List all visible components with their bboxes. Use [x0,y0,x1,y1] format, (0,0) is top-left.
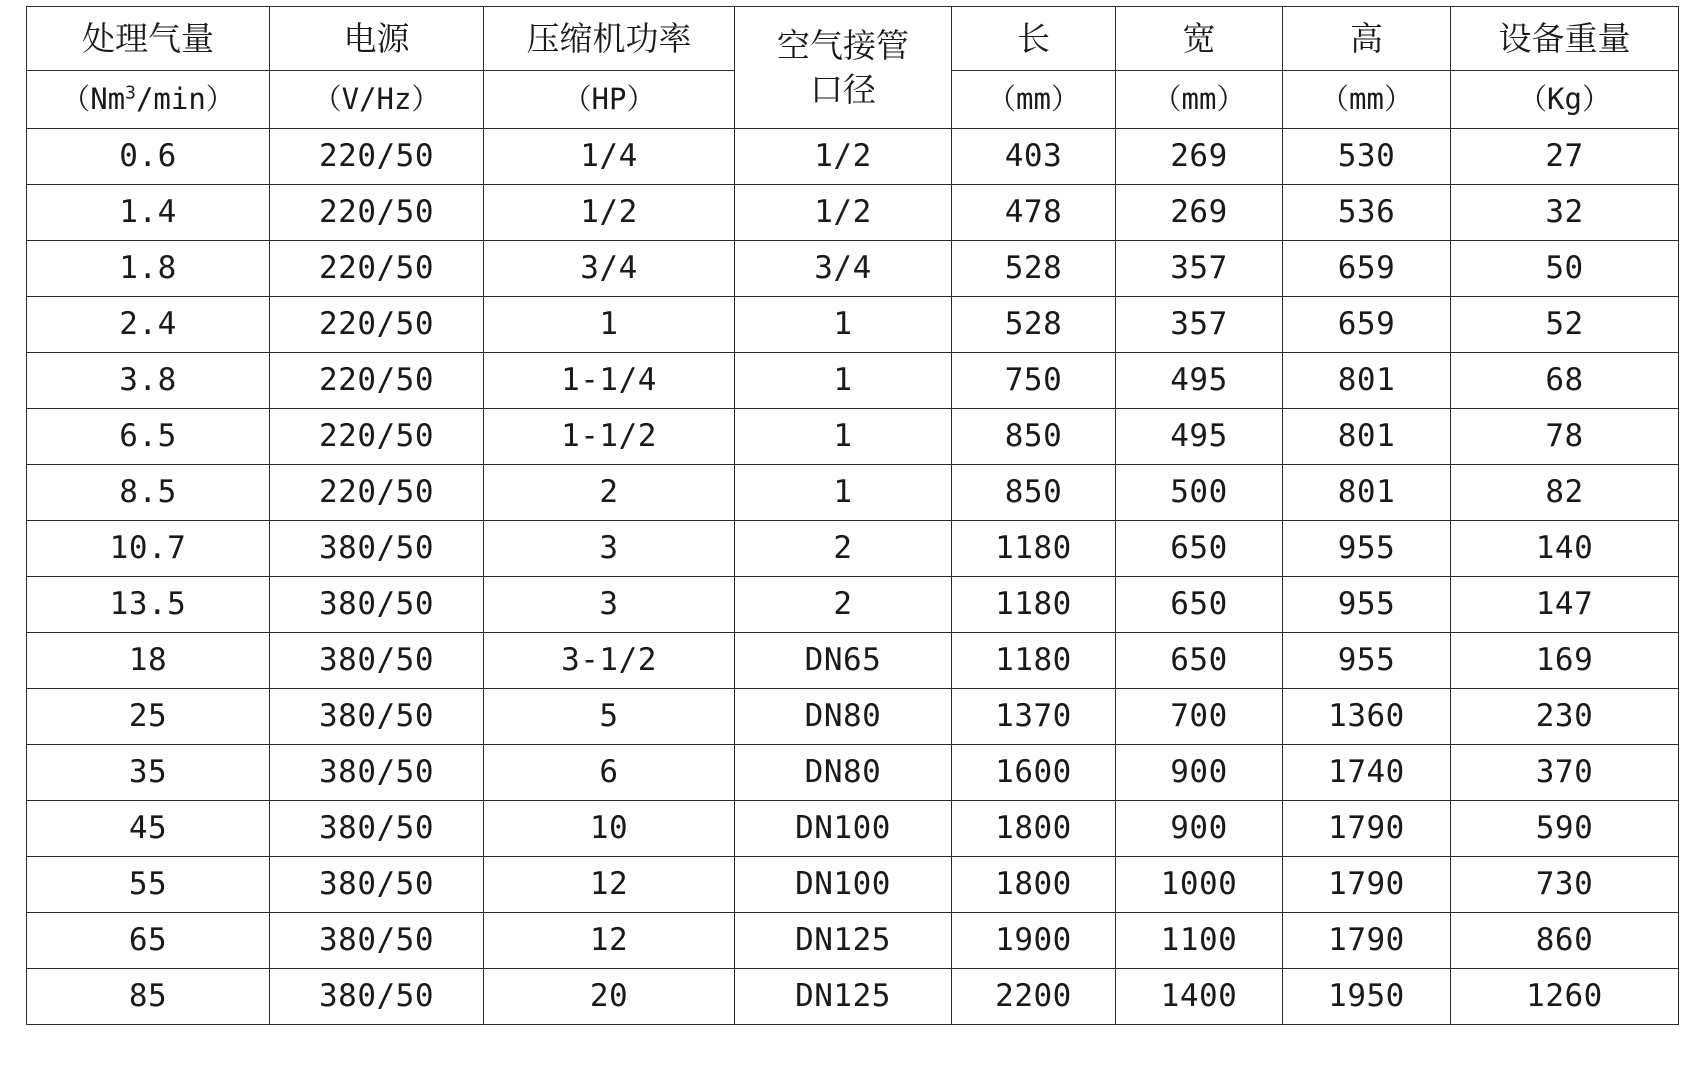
cell-gas-flow: 0.6 [27,129,270,185]
column-header-gas-flow: 处理气量 [27,7,270,71]
cell-height: 1790 [1283,801,1451,857]
cell-power-supply: 380/50 [270,969,484,1025]
cell-gas-flow: 55 [27,857,270,913]
cell-gas-flow: 45 [27,801,270,857]
cell-gas-flow: 1.4 [27,185,270,241]
column-header-length: 长 [952,7,1116,71]
air-pipe-line-2: 口径 [810,69,876,109]
cell-power-supply: 380/50 [270,857,484,913]
cell-power-supply: 380/50 [270,913,484,969]
table-row [27,465,1679,521]
cell-compressor-power: 1/2 [484,185,735,241]
cell-length: 2200 [952,969,1116,1025]
cell-width: 900 [1116,745,1283,801]
cell-power-supply: 380/50 [270,801,484,857]
cell-equipment-weight: 590 [1451,801,1679,857]
cell-air-pipe-diameter: DN80 [735,745,952,801]
cell-compressor-power: 1/4 [484,129,735,185]
cell-power-supply: 220/50 [270,409,484,465]
column-unit-width: （mm） [1116,71,1283,129]
cell-air-pipe-diameter: 3/4 [735,241,952,297]
cell-gas-flow: 3.8 [27,353,270,409]
header-row-names [27,7,1679,71]
cell-length: 478 [952,185,1116,241]
cell-height: 801 [1283,353,1451,409]
cell-equipment-weight: 169 [1451,633,1679,689]
cell-equipment-weight: 730 [1451,857,1679,913]
cell-air-pipe-diameter: DN100 [735,857,952,913]
table-row [27,913,1679,969]
cell-compressor-power: 5 [484,689,735,745]
cell-length: 1900 [952,913,1116,969]
column-unit-equipment-weight: （Kg） [1451,71,1679,129]
cell-width: 1000 [1116,857,1283,913]
cell-gas-flow: 35 [27,745,270,801]
cell-height: 801 [1283,409,1451,465]
column-unit-height: （mm） [1283,71,1451,129]
cell-power-supply: 380/50 [270,745,484,801]
cell-power-supply: 380/50 [270,633,484,689]
cell-height: 1790 [1283,913,1451,969]
cell-gas-flow: 85 [27,969,270,1025]
column-header-equipment-weight: 设备重量 [1451,7,1679,71]
cell-width: 700 [1116,689,1283,745]
table-body [27,129,1679,1025]
cell-compressor-power: 1-1/2 [484,409,735,465]
table-row [27,689,1679,745]
cell-height: 1790 [1283,857,1451,913]
cell-height: 1950 [1283,969,1451,1025]
cell-width: 500 [1116,465,1283,521]
cell-air-pipe-diameter: DN65 [735,633,952,689]
cell-height: 530 [1283,129,1451,185]
cell-equipment-weight: 1260 [1451,969,1679,1025]
cell-equipment-weight: 52 [1451,297,1679,353]
table-row [27,633,1679,689]
cell-length: 850 [952,409,1116,465]
table-row [27,129,1679,185]
cell-compressor-power: 10 [484,801,735,857]
cell-height: 659 [1283,297,1451,353]
table-row [27,801,1679,857]
cell-width: 1100 [1116,913,1283,969]
cell-gas-flow: 18 [27,633,270,689]
cell-air-pipe-diameter: DN80 [735,689,952,745]
table-row [27,745,1679,801]
cell-height: 955 [1283,633,1451,689]
cell-air-pipe-diameter: 1 [735,297,952,353]
cell-width: 357 [1116,241,1283,297]
cell-height: 801 [1283,465,1451,521]
cell-equipment-weight: 230 [1451,689,1679,745]
table-row [27,969,1679,1025]
cell-equipment-weight: 50 [1451,241,1679,297]
cell-power-supply: 220/50 [270,297,484,353]
cell-length: 1370 [952,689,1116,745]
cell-gas-flow: 1.8 [27,241,270,297]
column-header-height: 高 [1283,7,1451,71]
cell-gas-flow: 10.7 [27,521,270,577]
cell-height: 659 [1283,241,1451,297]
cell-gas-flow: 65 [27,913,270,969]
cell-width: 650 [1116,577,1283,633]
cell-width: 1400 [1116,969,1283,1025]
cell-equipment-weight: 370 [1451,745,1679,801]
cell-length: 850 [952,465,1116,521]
cell-power-supply: 220/50 [270,185,484,241]
column-header-air-pipe-diameter [735,7,952,129]
cell-air-pipe-diameter: 1/2 [735,185,952,241]
cell-width: 650 [1116,633,1283,689]
column-header-width: 宽 [1116,7,1283,71]
cell-air-pipe-diameter: DN125 [735,913,952,969]
table-row [27,353,1679,409]
cell-equipment-weight: 82 [1451,465,1679,521]
cell-height: 955 [1283,521,1451,577]
cell-height: 1740 [1283,745,1451,801]
cell-air-pipe-diameter: 1/2 [735,129,952,185]
cell-compressor-power: 12 [484,913,735,969]
cell-length: 1180 [952,633,1116,689]
cell-air-pipe-diameter: DN125 [735,969,952,1025]
cell-width: 269 [1116,185,1283,241]
column-header-compressor-power: 压缩机功率 [484,7,735,71]
cell-power-supply: 220/50 [270,353,484,409]
cell-equipment-weight: 140 [1451,521,1679,577]
cell-length: 1180 [952,521,1116,577]
column-unit-length: （mm） [952,71,1116,129]
cell-gas-flow: 25 [27,689,270,745]
cell-gas-flow: 6.5 [27,409,270,465]
cell-compressor-power: 1 [484,297,735,353]
cell-compressor-power: 6 [484,745,735,801]
cell-width: 357 [1116,297,1283,353]
cell-length: 1180 [952,577,1116,633]
cell-width: 495 [1116,353,1283,409]
cell-compressor-power: 1-1/4 [484,353,735,409]
cell-air-pipe-diameter: DN100 [735,801,952,857]
cell-air-pipe-diameter: 1 [735,409,952,465]
cell-power-supply: 220/50 [270,129,484,185]
cell-power-supply: 380/50 [270,577,484,633]
cell-gas-flow: 2.4 [27,297,270,353]
cell-length: 1600 [952,745,1116,801]
cell-equipment-weight: 78 [1451,409,1679,465]
table-row [27,241,1679,297]
table-row [27,857,1679,913]
cell-equipment-weight: 147 [1451,577,1679,633]
cell-length: 1800 [952,801,1116,857]
cell-equipment-weight: 27 [1451,129,1679,185]
cell-equipment-weight: 32 [1451,185,1679,241]
cell-width: 650 [1116,521,1283,577]
table-row [27,185,1679,241]
cell-air-pipe-diameter: 2 [735,577,952,633]
cell-height: 1360 [1283,689,1451,745]
cell-width: 495 [1116,409,1283,465]
table-row [27,577,1679,633]
cell-air-pipe-diameter: 1 [735,465,952,521]
cell-width: 269 [1116,129,1283,185]
cell-compressor-power: 2 [484,465,735,521]
cell-air-pipe-diameter: 2 [735,521,952,577]
cell-gas-flow: 13.5 [27,577,270,633]
cell-height: 536 [1283,185,1451,241]
cell-length: 528 [952,297,1116,353]
cell-power-supply: 220/50 [270,241,484,297]
cell-compressor-power: 3 [484,577,735,633]
cell-compressor-power: 12 [484,857,735,913]
cell-length: 403 [952,129,1116,185]
table-row [27,409,1679,465]
cell-compressor-power: 3/4 [484,241,735,297]
column-header-power-supply: 电源 [270,7,484,71]
cell-gas-flow: 8.5 [27,465,270,521]
cell-width: 900 [1116,801,1283,857]
cell-equipment-weight: 68 [1451,353,1679,409]
air-pipe-line-1: 空气接管 [777,25,909,65]
cell-length: 528 [952,241,1116,297]
cell-power-supply: 380/50 [270,689,484,745]
cell-length: 1800 [952,857,1116,913]
cell-power-supply: 380/50 [270,521,484,577]
column-unit-power-supply: （V/Hz） [270,71,484,129]
table-row [27,521,1679,577]
cell-air-pipe-diameter: 1 [735,353,952,409]
cell-power-supply: 220/50 [270,465,484,521]
table-header [27,7,1679,129]
cell-compressor-power: 3-1/2 [484,633,735,689]
equipment-spec-table [26,6,1679,1025]
cell-compressor-power: 20 [484,969,735,1025]
column-unit-gas-flow: （Nm$^3$/min） [27,71,270,129]
column-unit-compressor-power: （HP） [484,71,735,129]
cell-equipment-weight: 860 [1451,913,1679,969]
cell-length: 750 [952,353,1116,409]
table-row [27,297,1679,353]
cell-compressor-power: 3 [484,521,735,577]
cell-height: 955 [1283,577,1451,633]
